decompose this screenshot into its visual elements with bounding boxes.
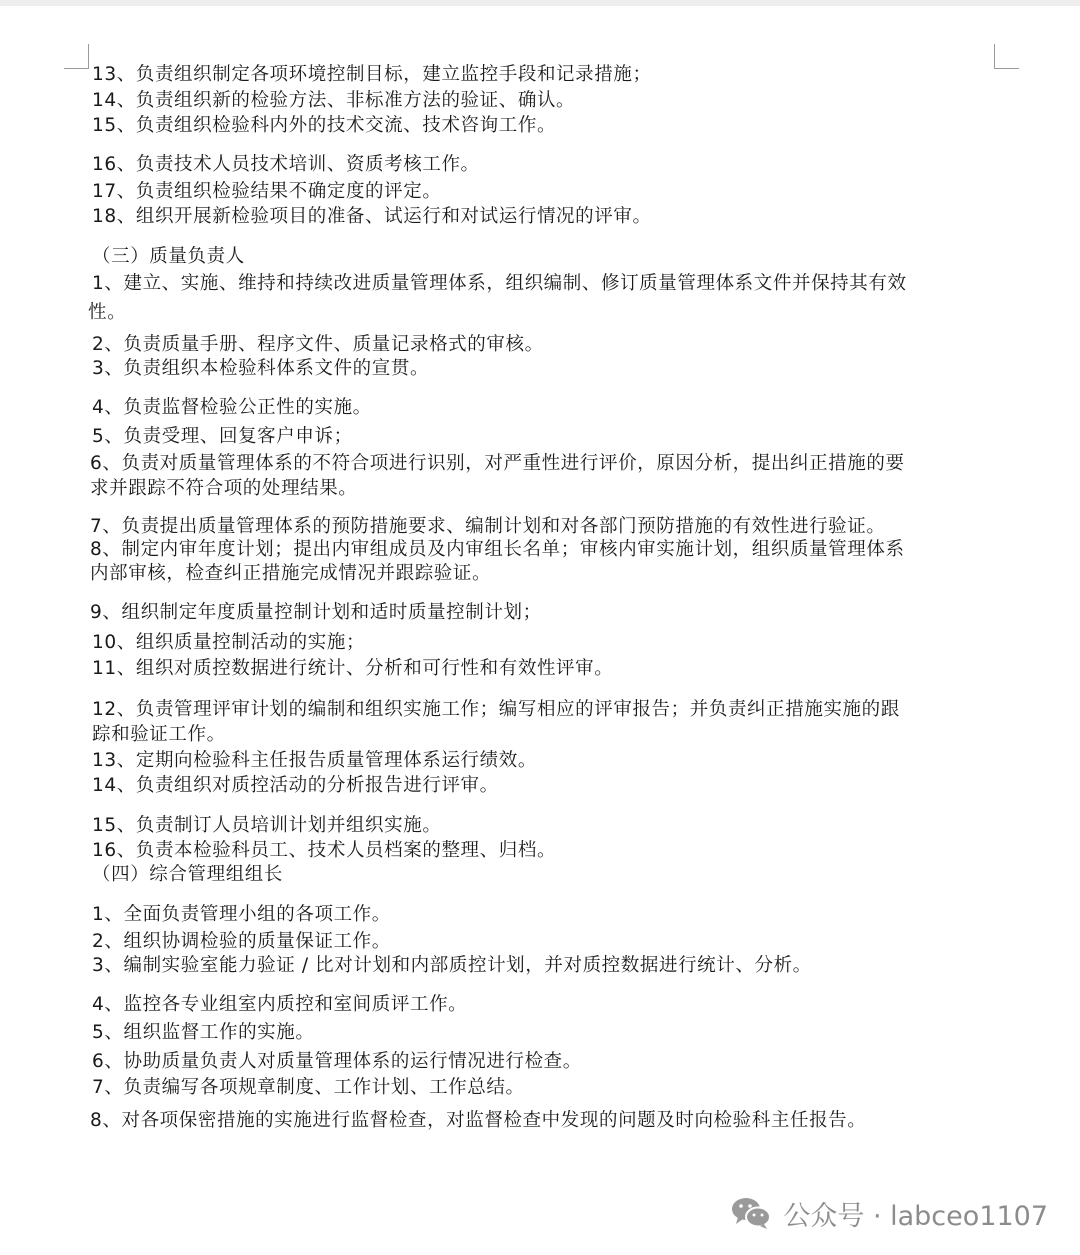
text-line: 6、负责对质量管理体系的不符合项进行识别，对严重性进行评价，原因分析，提出纠正措施的要	[90, 453, 905, 474]
margin-corner-top-left	[64, 44, 89, 69]
text-line: 4、监控各专业组室内质控和室间质评工作。	[92, 994, 468, 1015]
text-line: 4、负责监督检验公正性的实施。	[92, 397, 372, 418]
wechat-icon	[729, 1195, 773, 1231]
watermark-footer	[729, 1193, 1048, 1233]
text-line: 17、负责组织检验结果不确定度的评定。	[92, 181, 442, 202]
text-line: 踪和验证工作。	[92, 724, 226, 745]
text-line: 内部审核，检查纠正措施完成情况并跟踪验证。	[90, 563, 492, 584]
text-line: 14、负责组织对质控活动的分析报告进行评审。	[92, 775, 499, 796]
text-line: 3、负责组织本检验科体系文件的宣贯。	[92, 358, 430, 379]
text-line: 5、组织监督工作的实施。	[92, 1022, 315, 1043]
text-line: 18、组织开展新检验项目的准备、试运行和对试运行情况的评审。	[92, 206, 652, 227]
text-line: 2、负责质量手册、程序文件、质量记录格式的审核。	[92, 334, 544, 355]
text-line: 13、定期向检验科主任报告质量管理体系运行绩效。	[92, 750, 537, 771]
text-line: 性。	[88, 302, 127, 323]
watermark-text: 公众号 · labceo1107	[783, 1200, 1048, 1232]
text-line: 15、负责组织检验科内外的技术交流、技术咨询工作。	[92, 115, 557, 136]
text-line: 6、协助质量负责人对质量管理体系的运行情况进行检查。	[92, 1051, 582, 1072]
text-line: 8、制定内审年度计划；提出内审组成员及内审组长名单；审核内审实施计划，组织质量管理体系	[90, 539, 905, 560]
section-heading: （三）质量负责人	[92, 246, 245, 267]
text-line: 10、组织质量控制活动的实施；	[92, 632, 366, 653]
text-line: 13、负责组织制定各项环境控制目标，建立监控手段和记录措施；	[92, 64, 652, 85]
text-line: 14、负责组织新的检验方法、非标准方法的验证、确认。	[92, 90, 576, 111]
text-line: 9、组织制定年度质量控制计划和适时质量控制计划；	[90, 602, 542, 623]
text-line: 7、负责编写各项规章制度、工作计划、工作总结。	[92, 1077, 525, 1098]
text-line: 7、负责提出质量管理体系的预防措施要求、编制计划和对各部门预防措施的有效性进行验证。	[90, 516, 886, 537]
text-line: 8、对各项保密措施的实施进行监督检查，对监督检查中发现的问题及时向检验科主任报告。	[90, 1110, 867, 1131]
text-line: 12、负责管理评审计划的编制和组织实施工作；编写相应的评审报告；并负责纠正措施实施的跟	[92, 699, 900, 720]
text-line: 5、负责受理、回复客户申诉；	[92, 426, 353, 447]
text-line: 15、负责制订人员培训计划并组织实施。	[92, 815, 442, 836]
text-line: 16、负责技术人员技术培训、资质考核工作。	[92, 154, 480, 175]
margin-corner-top-right	[994, 44, 1019, 69]
text-line: 16、负责本检验科员工、技术人员档案的整理、归档。	[92, 840, 557, 861]
text-line: 2、组织协调检验的质量保证工作。	[92, 931, 391, 952]
text-line: 1、全面负责管理小组的各项工作。	[92, 904, 391, 925]
top-divider	[0, 0, 1080, 6]
section-heading: （四）综合管理组组长	[92, 864, 284, 885]
text-line: 1、建立、实施、维持和持续改进质量管理体系，组织编制、修订质量管理体系文件并保持其有效	[92, 273, 907, 294]
text-line: 3、编制实验室能力验证 / 比对计划和内部质控计划，并对质控数据进行统计、分析。	[92, 955, 812, 976]
text-line: 求并跟踪不符合项的处理结果。	[90, 478, 358, 499]
text-line: 11、组织对质控数据进行统计、分析和可行性和有效性评审。	[92, 658, 614, 679]
